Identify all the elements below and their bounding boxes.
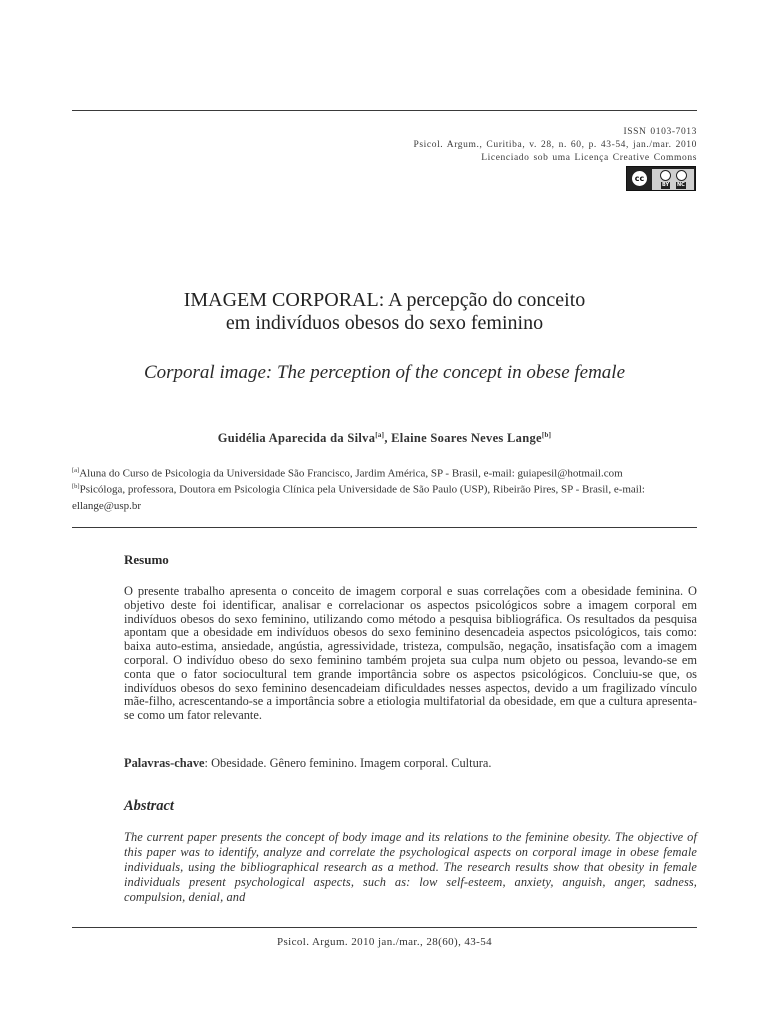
noncommercial-icon [676, 170, 687, 181]
abstract-heading: Abstract [124, 798, 174, 814]
title-line-2: em indivíduos obesos do sexo feminino [225, 312, 544, 334]
cc-nc-label: NC [677, 182, 685, 188]
affiliation-mark: [a] [72, 467, 80, 474]
cc-by-label: BY [662, 182, 670, 188]
creative-commons-badge-icon[interactable] [626, 166, 696, 191]
affiliation-mark: [b] [72, 483, 80, 490]
affiliation [72, 479, 697, 514]
issn: ISSN 0103-7013 [623, 127, 697, 137]
cc-logo-icon: cc [630, 169, 649, 188]
cc-license-panel [652, 169, 694, 190]
affiliation-text: Aluna do Curso de Psicologia da Universidade São Francisco, Jardim América, SP - Brasil, e-mail: guiapesil@hotmail.com [79, 467, 623, 480]
english-title: Corporal image: The perception of the concept in obese female [143, 362, 626, 383]
paper-title [72, 289, 697, 335]
affiliation-text: Psicóloga, professora, Doutora em Psicologia Clínica pela Universidade de São Paulo (USP), Ribeirão Pires, SP - Brasil, e-mail: ellange@usp.br [72, 483, 645, 512]
resumo-text: O presente trabalho apresenta o conceito de imagem corporal e suas correlações com a obesidade feminina. O objetivo deste foi identificar, analisar e correlacionar os aspectos psicológicos sobre a imagem corporal em indivíduos obesos do sexo feminino, utilizando como método a pesquisa bibliográfica. Os resultados da pesquisa apontam que a obesidade em indivíduos obesos do sexo feminino desencadeia aspectos psicológicos, tais como: baixa auto-estima, ansiedade, angústia, agressividade, tristeza, compulsão, negação, insatisfação com a imagem corporal. O indivíduo obeso do sexo feminino também projeta sua culpa num objeto ou pessoa, levando-se em conta que o fator sociocultural tem grande importância sobre os aspectos psicológicos. Concluiu-se que, os indivíduos obesos do sexo feminino desencadeiam dificuldades nesses aspectos, devido a um fragilizado vínculo mãe-filho, acrescentando-se a importância sobre a etiologia multifatorial da obesidade, em que a cultura apresenta-se como um fator relevante. [124, 584, 697, 723]
attribution-icon [660, 170, 671, 181]
page-footer: Psicol. Argum. 2010 jan./mar., 28(60), 43-54 [276, 936, 493, 948]
author-list [72, 431, 697, 446]
keywords-list: : Obesidade. Gênero feminino. Imagem corporal. Cultura. [204, 756, 492, 770]
affiliation-mark: [b] [541, 431, 552, 439]
abstract-text: The current paper presents the concept of body image and its relations to the feminine obesity. The objective of this paper was to identify, analyze and correlate the psychological aspects on corporal image in obese female individuals, using the bibliographical research as a method. The research results show that obesity in female individuals present psychological aspects, such as: low self-esteem, anxiety, anguish, anger, sadness, compulsion, denial, and [124, 830, 697, 904]
affiliation-rule [72, 527, 697, 528]
license-text: Licenciado sob uma Licença Creative Commons [481, 153, 697, 163]
author-separator: , [384, 431, 392, 446]
keywords-label: Palavras-chave [124, 756, 205, 770]
author-name: Guidélia Aparecida da Silva [217, 431, 376, 446]
journal-citation: Psicol. Argum., Curitiba, v. 28, n. 60, p. 43-54, jan./mar. 2010 [413, 140, 697, 150]
keywords [124, 756, 697, 771]
footer-rule [72, 927, 697, 928]
journal-header [413, 126, 697, 165]
title-line-1: IMAGEM CORPORAL: A percepção do conceito [183, 289, 586, 311]
resumo-heading: Resumo [124, 552, 169, 567]
affiliation-mark: [a] [375, 431, 385, 439]
author-name: Elaine Soares Neves Lange [391, 431, 542, 446]
top-rule [72, 110, 697, 111]
